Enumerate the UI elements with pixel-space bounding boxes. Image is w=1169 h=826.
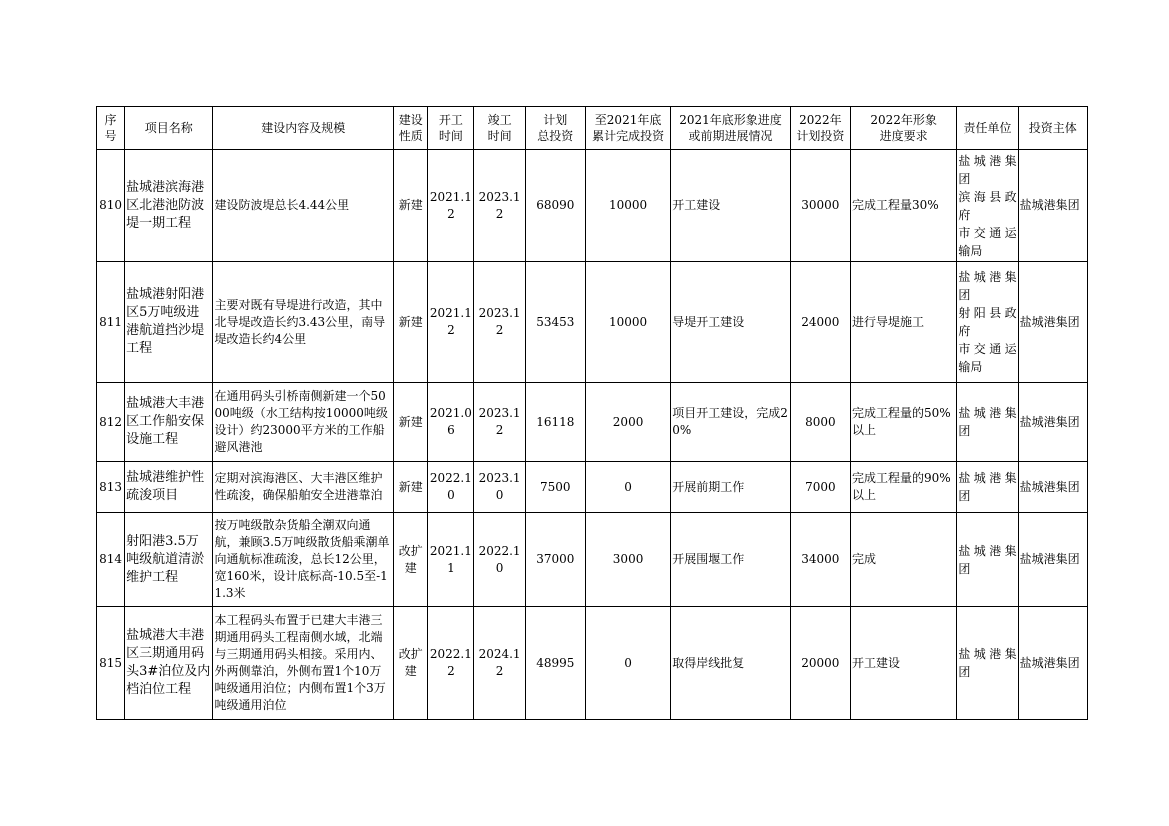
responsible-unit xyxy=(957,462,1018,513)
responsible-unit xyxy=(957,262,1018,383)
investor: 盐城港集团 xyxy=(1018,383,1087,462)
construction-content: 主要对既有导堤进行改造，其中北导堤改造长约3.43公里，南导堤改造长约4公里 xyxy=(213,262,394,383)
requirement-2022: 进行导堤施工 xyxy=(850,262,956,383)
header-content: 建设内容及规模 xyxy=(213,107,394,150)
header-line: 时间 xyxy=(438,129,463,143)
total-investment: 48995 xyxy=(525,607,585,720)
plan-investment-2022: 34000 xyxy=(790,513,850,607)
plan-investment-2022: 8000 xyxy=(790,383,850,462)
header-line: 竣工 xyxy=(487,113,512,127)
header-project-name: 项目名称 xyxy=(125,107,213,150)
responsible-unit-item: 盐城港集团 xyxy=(958,543,1017,576)
plan-investment-2022: 20000 xyxy=(790,607,850,720)
cumulative-investment: 10000 xyxy=(585,150,670,262)
responsible-unit xyxy=(957,513,1018,607)
header-progress-2021 xyxy=(671,107,790,150)
project-name: 盐城港维护性疏浚项目 xyxy=(125,462,213,513)
responsible-unit-item: 盐城港集团 xyxy=(958,471,1017,503)
header-line: 2021年底形象进度 xyxy=(679,113,782,127)
header-plan-investment-2022 xyxy=(790,107,850,150)
row-number: 810 xyxy=(97,150,125,262)
progress-2021: 开展前期工作 xyxy=(671,462,790,513)
table-row xyxy=(97,513,1088,607)
responsible-unit-item: 市交通运输局 xyxy=(958,342,1017,374)
progress-2021: 开工建设 xyxy=(671,150,790,262)
construction-content: 本工程码头布置于已建大丰港三期通用码头工程南侧水域，北端与三期通用码头相接。采用内、外两侧靠泊，外侧布置1个10万吨级通用泊位；内侧布置1个3万吨级通用泊位 xyxy=(213,607,394,720)
project-table xyxy=(96,106,1088,720)
plan-investment-2022: 24000 xyxy=(790,262,850,383)
header-line: 总投资 xyxy=(537,129,574,143)
header-line: 序 xyxy=(104,113,117,127)
progress-2021: 导堤开工建设 xyxy=(671,262,790,383)
header-line: 计划 xyxy=(543,113,568,127)
row-number: 814 xyxy=(97,513,125,607)
total-investment: 53453 xyxy=(525,262,585,383)
header-total-investment xyxy=(525,107,585,150)
header-responsible-unit: 责任单位 xyxy=(957,107,1018,150)
table-row xyxy=(97,262,1088,383)
header-line: 性质 xyxy=(398,129,423,143)
responsible-unit xyxy=(957,607,1018,720)
construction-nature: 新建 xyxy=(394,383,428,462)
end-time: 2023.12 xyxy=(474,150,525,262)
project-name: 盐城港射阳港区5万吨级进港航道挡沙堤工程 xyxy=(125,262,213,383)
end-time: 2022.10 xyxy=(474,513,525,607)
requirement-2022: 完成工程量的50%以上 xyxy=(850,383,956,462)
row-number: 812 xyxy=(97,383,125,462)
row-number: 815 xyxy=(97,607,125,720)
construction-content: 在通用码头引桥南侧新建一个5000吨级（水工结构按10000吨级设计）约23000平方米的工作船避风港池 xyxy=(213,383,394,462)
responsible-unit-item: 盐城港集团 xyxy=(958,153,1017,186)
responsible-unit-item: 市交通运输局 xyxy=(958,225,1017,258)
investor: 盐城港集团 xyxy=(1018,513,1087,607)
progress-2021: 项目开工建设，完成20% xyxy=(671,383,790,462)
responsible-unit-item: 滨海县政府 xyxy=(958,189,1017,222)
progress-2021: 取得岸线批复 xyxy=(671,607,790,720)
header-requirement-2022 xyxy=(850,107,956,150)
table-row xyxy=(97,462,1088,513)
construction-nature: 新建 xyxy=(394,150,428,262)
responsible-unit xyxy=(957,150,1018,262)
header-line: 进度要求 xyxy=(879,129,928,143)
construction-content: 定期对滨海港区、大丰港区维护性疏浚，确保船舶安全进港靠泊 xyxy=(213,462,394,513)
cumulative-investment: 10000 xyxy=(585,262,670,383)
construction-content: 按万吨级散杂货船全潮双向通航，兼顾3.5万吨级散货船乘潮单向通航标准疏浚，总长12公里，宽160米，设计底标高-10.5至-11.3米 xyxy=(213,513,394,607)
table-row xyxy=(97,383,1088,462)
header-line: 或前期进展情况 xyxy=(688,129,773,143)
investor: 盐城港集团 xyxy=(1018,262,1087,383)
header-line: 建设 xyxy=(398,113,423,127)
header-line: 2022年 xyxy=(799,113,842,127)
construction-content: 建设防波堤总长4.44公里 xyxy=(213,150,394,262)
responsible-unit-item: 盐城港集团 xyxy=(958,270,1017,302)
start-time: 2021.06 xyxy=(428,383,474,462)
project-name: 盐城港大丰港区工作船安保设施工程 xyxy=(125,383,213,462)
project-name: 盐城港大丰港区三期通用码头3#泊位及内档泊位工程 xyxy=(125,607,213,720)
header-start-time xyxy=(428,107,474,150)
start-time: 2021.12 xyxy=(428,262,474,383)
investor: 盐城港集团 xyxy=(1018,150,1087,262)
row-number: 811 xyxy=(97,262,125,383)
requirement-2022: 完成工程量30% xyxy=(850,150,956,262)
header-cumulative-investment xyxy=(585,107,670,150)
header-row xyxy=(97,107,1088,150)
header-seq xyxy=(97,107,125,150)
requirement-2022: 完成工程量的90%以上 xyxy=(850,462,956,513)
cumulative-investment: 0 xyxy=(585,607,670,720)
total-investment: 16118 xyxy=(525,383,585,462)
plan-investment-2022: 7000 xyxy=(790,462,850,513)
progress-2021: 开展围堰工作 xyxy=(671,513,790,607)
cumulative-investment: 0 xyxy=(585,462,670,513)
cumulative-investment: 2000 xyxy=(585,383,670,462)
header-investor: 投资主体 xyxy=(1018,107,1087,150)
header-line: 号 xyxy=(104,129,117,143)
responsible-unit-item: 盐城港集团 xyxy=(958,406,1017,438)
header-end-time xyxy=(474,107,525,150)
end-time: 2023.12 xyxy=(474,383,525,462)
construction-nature: 改扩建 xyxy=(394,607,428,720)
responsible-unit-item: 射阳县政府 xyxy=(958,306,1017,338)
header-line: 开工 xyxy=(438,113,463,127)
total-investment: 7500 xyxy=(525,462,585,513)
header-nature xyxy=(394,107,428,150)
end-time: 2023.10 xyxy=(474,462,525,513)
responsible-unit xyxy=(957,383,1018,462)
row-number: 813 xyxy=(97,462,125,513)
header-line: 至2021年底 xyxy=(594,113,662,127)
header-line: 2022年形象 xyxy=(870,113,937,127)
table-row xyxy=(97,150,1088,262)
responsible-unit-item: 盐城港集团 xyxy=(958,647,1017,679)
cumulative-investment: 3000 xyxy=(585,513,670,607)
construction-nature: 新建 xyxy=(394,462,428,513)
total-investment: 68090 xyxy=(525,150,585,262)
project-name: 射阳港3.5万吨级航道清淤维护工程 xyxy=(125,513,213,607)
header-line: 时间 xyxy=(487,129,512,143)
plan-investment-2022: 30000 xyxy=(790,150,850,262)
start-time: 2022.10 xyxy=(428,462,474,513)
requirement-2022: 完成 xyxy=(850,513,956,607)
investor: 盐城港集团 xyxy=(1018,607,1087,720)
construction-nature: 改扩建 xyxy=(394,513,428,607)
header-line: 计划投资 xyxy=(796,129,845,143)
table-row xyxy=(97,607,1088,720)
start-time: 2022.12 xyxy=(428,607,474,720)
start-time: 2021.11 xyxy=(428,513,474,607)
start-time: 2021.12 xyxy=(428,150,474,262)
requirement-2022: 开工建设 xyxy=(850,607,956,720)
header-line: 累计完成投资 xyxy=(592,129,665,143)
end-time: 2023.12 xyxy=(474,262,525,383)
total-investment: 37000 xyxy=(525,513,585,607)
table-body xyxy=(97,150,1088,720)
construction-nature: 新建 xyxy=(394,262,428,383)
project-name: 盐城港滨海港区北港池防波堤一期工程 xyxy=(125,150,213,262)
end-time: 2024.12 xyxy=(474,607,525,720)
investor: 盐城港集团 xyxy=(1018,462,1087,513)
